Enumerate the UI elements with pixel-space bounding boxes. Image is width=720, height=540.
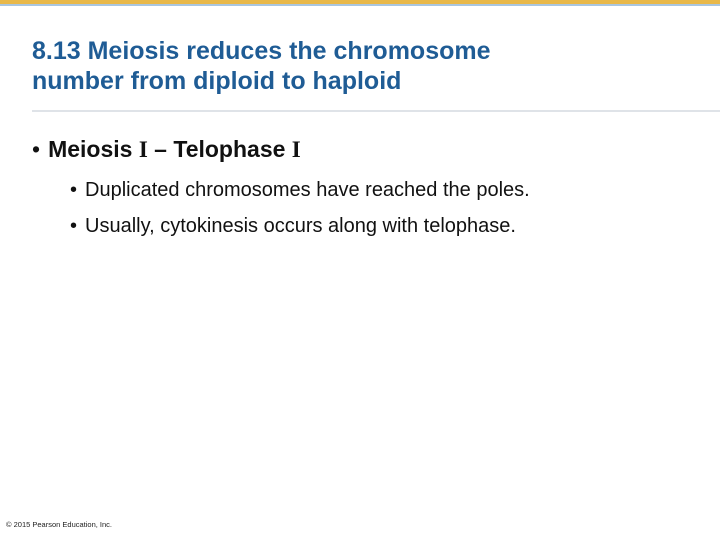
sub-bullet <box>70 208 530 244</box>
bullet-roman-2: I <box>291 137 301 162</box>
title-divider <box>32 110 720 112</box>
bullet-roman-1: I <box>138 137 148 162</box>
bullet-dot: • <box>70 215 78 237</box>
title-line-1: 8.13 Meiosis reduces the chromosome <box>32 37 491 65</box>
bullet-text-middle: – Telophase <box>147 136 292 162</box>
bullet-text-before: Meiosis <box>48 136 139 162</box>
title-line-2: number from diploid to haploid <box>32 67 402 95</box>
copyright-notice: © 2015 Pearson Education, Inc. <box>6 520 113 529</box>
sub-bullet <box>70 172 530 208</box>
bullet-dot: • <box>32 136 41 162</box>
sub-bullet-text: Duplicated chromosomes have reached the poles. <box>85 179 530 201</box>
sub-bullet-list <box>70 172 530 244</box>
slide-title <box>32 36 692 96</box>
sub-bullet-text: Usually, cytokinesis occurs along with telophase. <box>85 215 516 237</box>
main-bullet <box>32 134 301 165</box>
top-accent-line <box>0 4 720 6</box>
bullet-dot: • <box>70 179 78 201</box>
